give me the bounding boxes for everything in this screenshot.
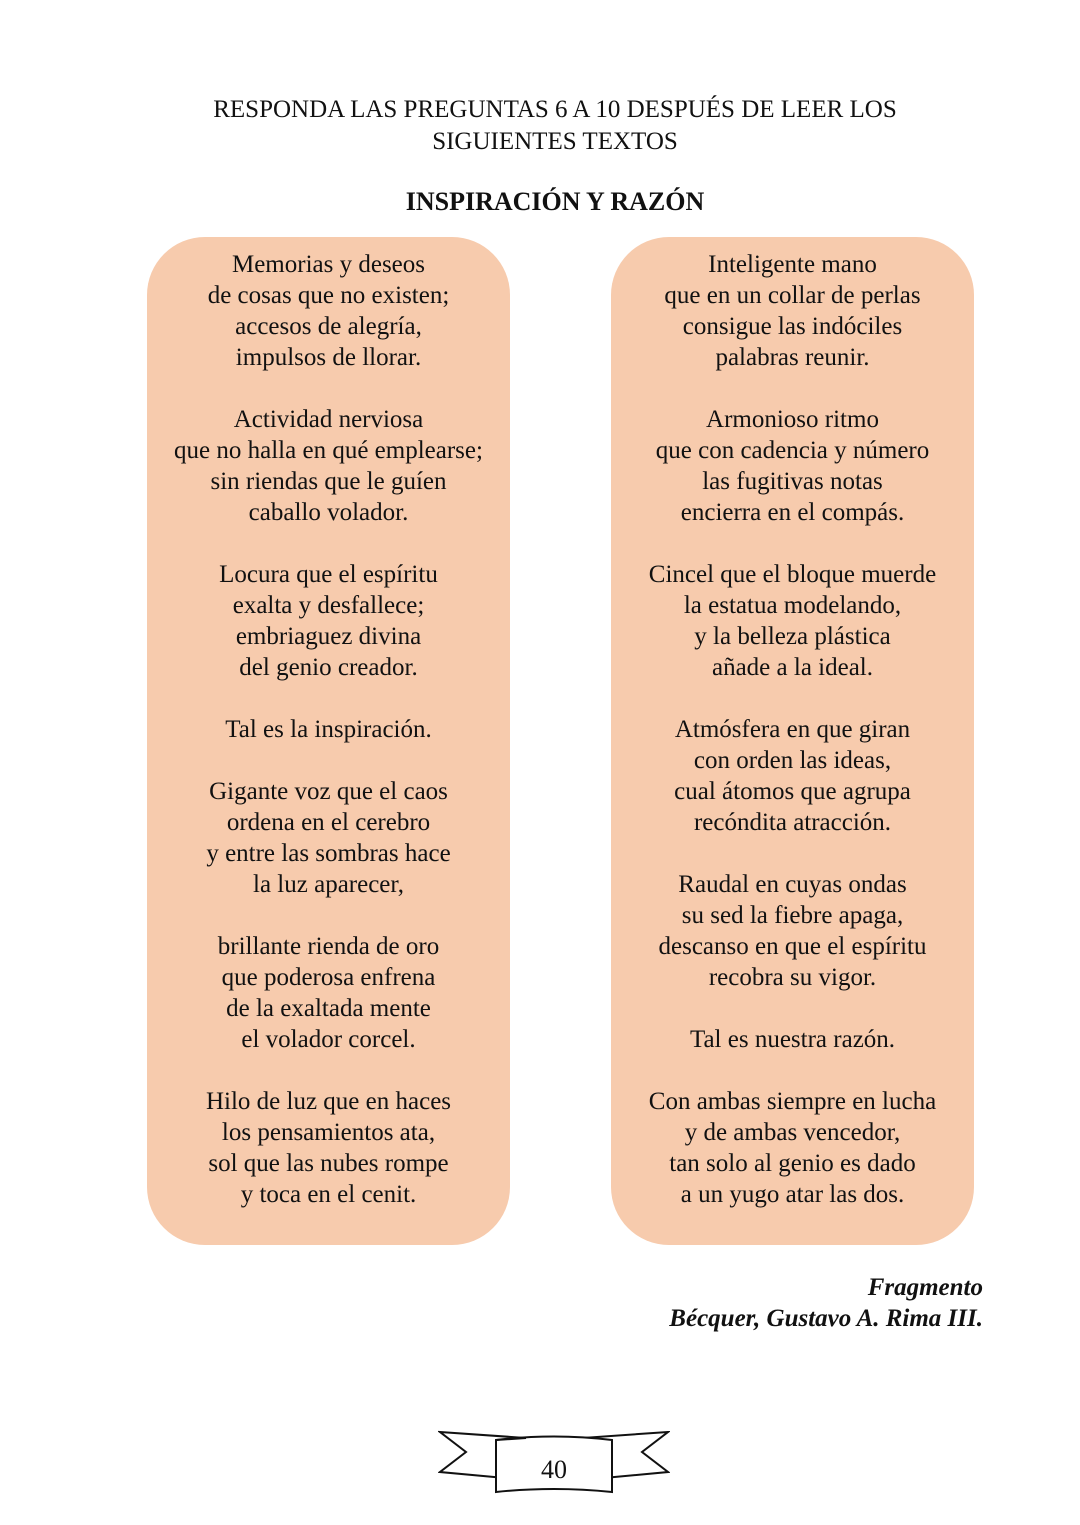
stanza — [147, 559, 510, 683]
verse-line: las fugitivas notas — [702, 468, 883, 495]
verse-line: que no halla en qué emplearse; — [174, 437, 483, 464]
page-number-ribbon — [438, 1428, 670, 1496]
verse-line: Con ambas siempre en lucha — [648, 1088, 937, 1115]
stanza — [147, 404, 510, 528]
verse-line: añade a la ideal. — [711, 654, 873, 681]
verse-line: Gigante voz que el caos — [209, 778, 448, 805]
stanza — [611, 249, 974, 373]
verse-line: la luz aparecer, — [253, 871, 404, 898]
stanza — [611, 1024, 974, 1055]
stanza — [611, 869, 974, 993]
stanza — [147, 714, 510, 745]
author-source: Bécquer, Gustavo A. Rima III. — [669, 1305, 983, 1332]
verse-line: caballo volador. — [248, 499, 409, 526]
verse-line: Tal es nuestra razón. — [689, 1026, 896, 1053]
verse-line: el volador corcel. — [241, 1026, 416, 1053]
verse-line: y entre las sombras hace — [206, 840, 451, 867]
verse-line: que con cadencia y número — [655, 437, 930, 464]
verse-line: accesos de alegría, — [235, 313, 422, 340]
verse-line: consigue las indóciles — [682, 313, 903, 340]
verse-line: sol que las nubes rompe — [208, 1150, 449, 1177]
verse-line: impulsos de llorar. — [235, 344, 422, 371]
verse-line: su sed la fiebre apaga, — [681, 902, 904, 929]
verse-line: Raudal en cuyas ondas — [678, 871, 907, 898]
stanza — [611, 404, 974, 528]
verse-line: Tal es la inspiración. — [225, 716, 432, 743]
instructions — [0, 94, 1080, 158]
verse-line: a un yugo atar las dos. — [680, 1181, 905, 1208]
verse-line: sin riendas que le guíen — [210, 468, 447, 495]
stanza — [611, 559, 974, 683]
verse-line: los pensamientos ata, — [221, 1119, 436, 1146]
verse-line: Armonioso ritmo — [706, 406, 879, 433]
verse-line: Actividad nerviosa — [233, 406, 424, 433]
verse-line: con orden las ideas, — [693, 747, 892, 774]
reason-poem-box — [611, 237, 974, 1245]
fragment-label: Fragmento — [867, 1274, 983, 1301]
verse-line: ordena en el cerebro — [226, 809, 431, 836]
verse-line: y de ambas vencedor, — [684, 1119, 901, 1146]
instructions-line-1: RESPONDA LAS PREGUNTAS 6 A 10 DESPUÉS DE LEER LOS — [213, 96, 897, 123]
verse-line: Inteligente mano — [708, 251, 877, 278]
stanza — [147, 776, 510, 900]
verse-line: Cincel que el bloque muerde — [648, 561, 937, 588]
verse-line: que poderosa enfrena — [221, 964, 436, 991]
verse-line: exalta y desfallece; — [232, 592, 425, 619]
verse-line: recobra su vigor. — [708, 964, 877, 991]
stanza — [611, 714, 974, 838]
verse-line: tan solo al genio es dado — [669, 1150, 916, 1177]
verse-line: cual átomos que agrupa — [674, 778, 911, 805]
verse-line: Locura que el espíritu — [219, 561, 438, 588]
verse-line: Hilo de luz que en haces — [205, 1088, 452, 1115]
verse-line: encierra en el compás. — [680, 499, 905, 526]
verse-line: que en un collar de perlas — [664, 282, 921, 309]
verse-line: recóndita atracción. — [693, 809, 892, 836]
verse-line: y toca en el cenit. — [240, 1181, 417, 1208]
stanza — [147, 931, 510, 1055]
verse-line: brillante rienda de oro — [217, 933, 440, 960]
verse-line: y la belleza plástica — [694, 623, 891, 650]
verse-line: embriaguez divina — [235, 623, 422, 650]
verse-line: de cosas que no existen; — [207, 282, 450, 309]
stanza — [147, 1086, 510, 1210]
verse-line: la estatua modelando, — [683, 592, 902, 619]
verse-line: de la exaltada mente — [226, 995, 431, 1022]
verse-line: del genio creador. — [239, 654, 418, 681]
page-number: 40 — [541, 1455, 567, 1484]
attribution — [669, 1272, 983, 1334]
poem-title: INSPIRACIÓN Y RAZÓN — [405, 187, 705, 216]
stanza — [147, 249, 510, 373]
instructions-line-2: SIGUIENTES TEXTOS — [432, 128, 678, 155]
verse-line: descanso en que el espíritu — [658, 933, 927, 960]
verse-line: palabras reunir. — [715, 344, 870, 371]
stanza — [611, 1086, 974, 1210]
inspiration-poem-box — [147, 237, 510, 1245]
verse-line: Memorias y deseos — [231, 251, 426, 278]
verse-line: Atmósfera en que giran — [674, 716, 911, 743]
